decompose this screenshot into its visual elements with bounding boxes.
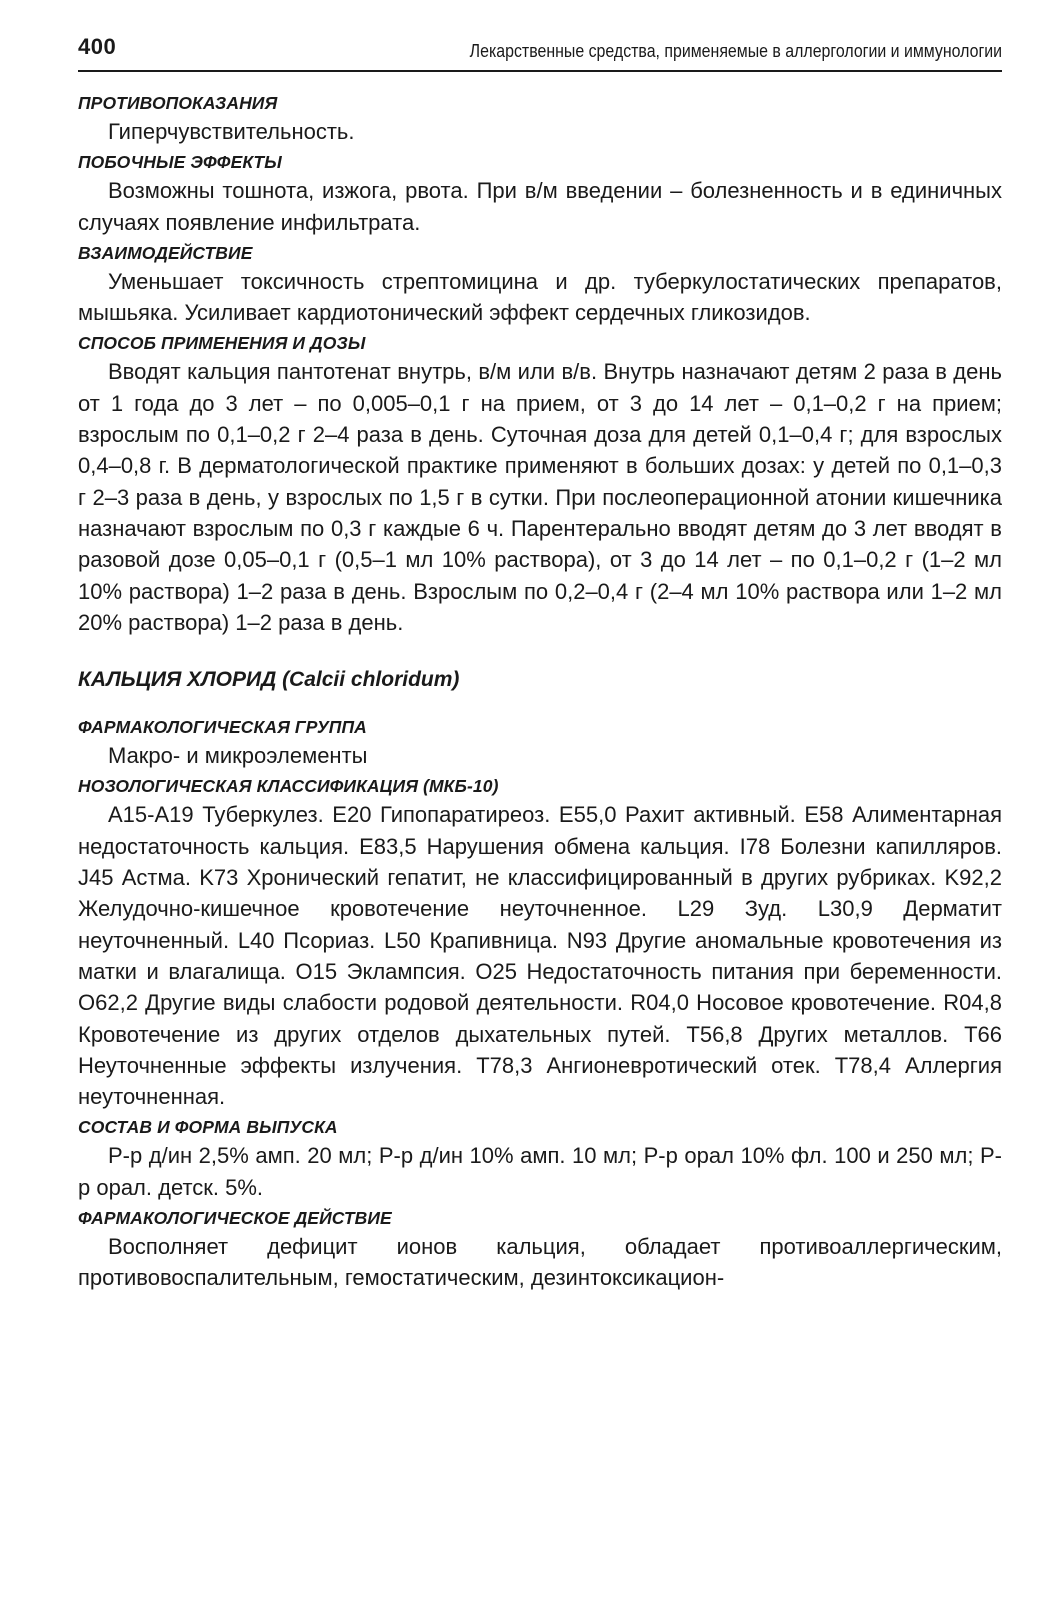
section-text: Уменьшает токсичность стрептомицина и др. туберкулостатических препаратов, мышьяка. Усиливает кардиотонический эффект сердечных гликозидов. xyxy=(78,268,1002,326)
section-text: Восполняет дефицит ионов кальция, обладает противоаллергическим, противовоспалительным, гемостатическим, дезинтоксикацион- xyxy=(78,1234,1002,1291)
section-text: Макро- и микроэлементы xyxy=(108,743,368,769)
section-heading: ПРОТИВОПОКАЗАНИЯ xyxy=(78,93,278,113)
section-text: Вводят кальция пантотенат внутрь, в/м или в/в. Внутрь назначают детям 2 раза в день от 1 года до 3 лет – по 0,005–0,1 г на прием, от 3 до 14 лет – 0,1–0,2 г на прием; взрослым по 0,1–0,2 г 2–4 раза в день. Суточная доза для детей 0,1–0,4 г; для взрослых 0,4–0,8 г. В дерматологической практике применяют в больших дозах: у детей по 0,1–0,3 г 2–3 раза в день, у взрослых по 1,5 г в сутки. При послеоперационной атонии кишечника назначают взрослым по 0,3 г каждые 6 ч. Парентерально вводят детям до 3 лет вводят в разовой дозе 0,05–0,1 г (0,5–1 мл 10% раствора), от 3 до 14 лет – по 0,1–0,2 г (1–2 мл 10% раствора) 1–2 раза в день. Взрослым по 0,2–0,4 г (2–4 мл 10% раствора или 1–2 мл 20% раствора) 1–2 раза в день. xyxy=(78,359,1002,635)
pharmacological-action-section xyxy=(78,1205,1002,1294)
running-title: Лекарственные средства, применяемые в аллергологии и иммунологии xyxy=(469,40,1002,61)
section-heading: ПОБОЧНЫЕ ЭФФЕКТЫ xyxy=(78,152,282,173)
section-text: Гиперчувствительность. xyxy=(108,119,355,144)
section-heading: ФАРМАКОЛОГИЧЕСКАЯ ГРУППА xyxy=(78,717,367,738)
page-number: 400 xyxy=(78,34,117,59)
pharmacological-group-section xyxy=(78,714,1002,771)
composition-section xyxy=(78,1114,1002,1203)
interaction-section xyxy=(78,240,1002,329)
section-text: Возможны тошнота, изжога, рвота. При в/м введении – болезненность и в единичных случаях появление инфильтрата. xyxy=(78,178,1002,235)
page-header xyxy=(78,32,1002,72)
side-effects-section xyxy=(78,149,1002,238)
section-text: Р-р д/ин 2,5% амп. 20 мл; Р-р д/ин 10% амп. 10 мл; Р-р орал 10% фл. 100 и 250 мл; Р-р орал. детск. 5%. xyxy=(78,1143,1002,1200)
section-heading: СОСТАВ И ФОРМА ВЫПУСКА xyxy=(78,1117,338,1138)
book-page xyxy=(78,32,1002,1294)
section-heading: ВЗАИМОДЕЙСТВИЕ xyxy=(78,242,253,263)
nosology-section xyxy=(78,773,1002,1112)
section-heading: СПОСОБ ПРИМЕНЕНИЯ И ДОЗЫ xyxy=(78,333,366,354)
section-text: A15-A19 Туберкулез. E20 Гипопаратиреоз. E55,0 Рахит активный. E58 Алиментарная недостаточность кальция. E83,5 Нарушения обмена кальция. I78 Болезни капилляров. J45 Астма. K73 Хронический гепатит, не классифицированный в других рубриках. K92,2 Желудочно-кишечное кровотечение неуточненное. L29 Зуд. L30,9 Дерматит неуточненный. L40 Псориаз. L50 Крапивница. N93 Другие аномальные кровотечения из матки и влагалища. O15 Эклампсия. O25 Недостаточность питания при беременности. O62,2 Другие виды слабости родовой деятельности. R04,0 Носовое кровотечение. R04,8 Кровотечение из других отделов дыхательных путей. T56,8 Других металлов. T66 Неуточненные эффекты излучения. T78,3 Ангионевротический отек. T78,4 Аллергия неуточненная. xyxy=(78,802,1002,1110)
dosage-section xyxy=(78,330,1002,638)
section-heading: ФАРМАКОЛОГИЧЕСКОЕ ДЕЙСТВИЕ xyxy=(78,1208,392,1229)
section-heading: НОЗОЛОГИЧЕСКАЯ КЛАССИФИКАЦИЯ (МКБ-10) xyxy=(78,776,499,797)
drug-title: КАЛЬЦИЯ ХЛОРИД (Calcii chloridum) xyxy=(78,668,460,692)
contraindications-section xyxy=(78,90,1002,147)
